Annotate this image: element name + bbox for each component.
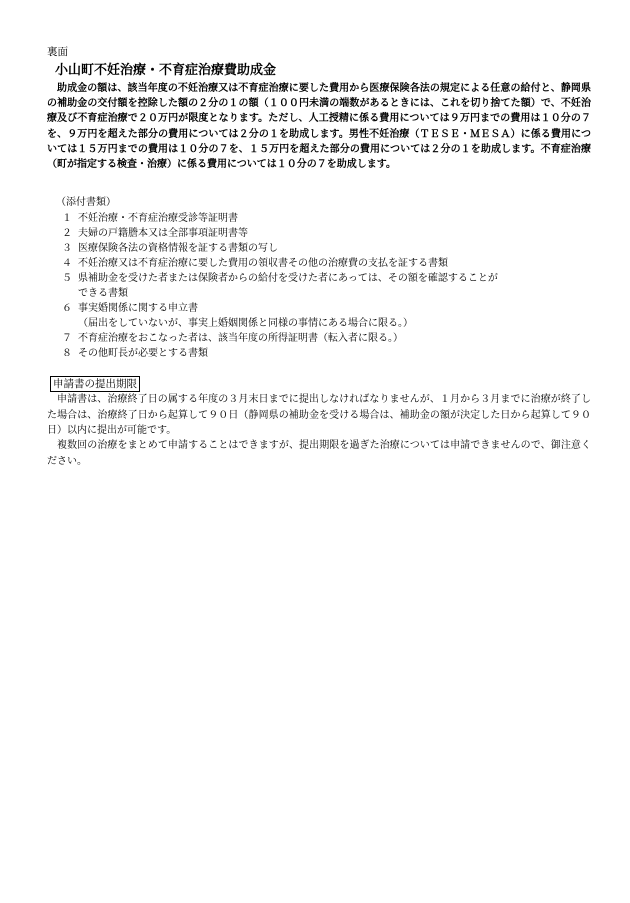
list-item <box>62 256 582 271</box>
item-number: ４ <box>62 258 72 269</box>
attachments-list <box>62 211 582 361</box>
item-text: 医療保険各法の資格情報を証する書類の写し <box>78 243 278 254</box>
list-item <box>62 241 582 256</box>
list-item <box>62 301 582 331</box>
deadline-paragraph-1: 申請書は、治療終了日の属する年度の３月末日までに提出しなければなりませんが、１月から３月までに治療が終了した場合は、治療終了日から起算して９０日（静岡県の補助金を受ける場合は、補助金の額が決定した日から起算して９０日）以内に提出が可能です。 <box>47 394 591 436</box>
list-item <box>62 211 582 226</box>
item-text: 不育症治療をおこなった者は、該当年度の所得証明書（転入者に限る。） <box>78 333 403 344</box>
item-note: （届出をしていないが、事実上婚姻関係と同様の事情にある場合に限る。） <box>78 318 413 329</box>
item-text: 事実婚関係に関する申立書 <box>78 303 198 314</box>
item-number: ２ <box>62 228 72 239</box>
item-number: ３ <box>62 243 72 254</box>
item-text-continued: できる書類 <box>78 288 128 299</box>
page-side-label: 裏面 <box>47 46 68 58</box>
deadline-paragraph-2: 複数回の治療をまとめて申請することはできますが、提出期限を過ぎた治療については申請できませんので、御注意ください。 <box>47 440 591 467</box>
list-item <box>62 346 582 361</box>
attachments-heading: （添付書類） <box>56 197 116 208</box>
item-text: 不妊治療・不育症治療受診等証明書 <box>78 213 238 224</box>
intro-paragraph: 助成金の額は、該当年度の不妊治療又は不育症治療に要した費用から医療保険各法の規定による任意の給付と、静岡県の補助金の交付額を控除した額の２分の１の額（１００円未満の端数があるときには、これを切り捨てた額）で、不妊治療及び不育症治療で２０万円が限度となります。ただし、人工授精に係る費用については９万円までの費用は１０分の７を、９万円を超えた部分の費用については２分の１を助成します。男性不妊治療（ＴＥＳＥ・ＭＥＳＡ）に係る費用については１５万円までの費用は１０分の７を、１５万円を超えた部分の費用については２分の１を助成します。不育症治療（町が指定する検査・治療）に係る費用については１０分の７を助成します。 <box>47 83 591 171</box>
deadline-heading: 申請書の提出期限 <box>50 376 140 392</box>
item-number: ５ <box>62 273 72 284</box>
item-text: 夫婦の戸籍謄本又は全部事項証明書等 <box>78 228 248 239</box>
list-item <box>62 226 582 241</box>
item-number: ６ <box>62 303 72 314</box>
item-number: ８ <box>62 348 72 359</box>
list-item <box>62 331 582 346</box>
item-text: 不妊治療又は不育症治療に要した費用の領収書その他の治療費の支払を証する書類 <box>78 258 448 269</box>
document-title: 小山町不妊治療・不育症治療費助成金 <box>55 63 277 78</box>
item-number: ７ <box>62 333 72 344</box>
list-item <box>62 271 582 301</box>
item-text: 県補助金を受けた者または保険者からの給付を受けた者にあっては、その額を確認することが <box>78 273 498 284</box>
item-text: その他町長が必要とする書類 <box>78 348 208 359</box>
item-number: １ <box>62 213 72 224</box>
